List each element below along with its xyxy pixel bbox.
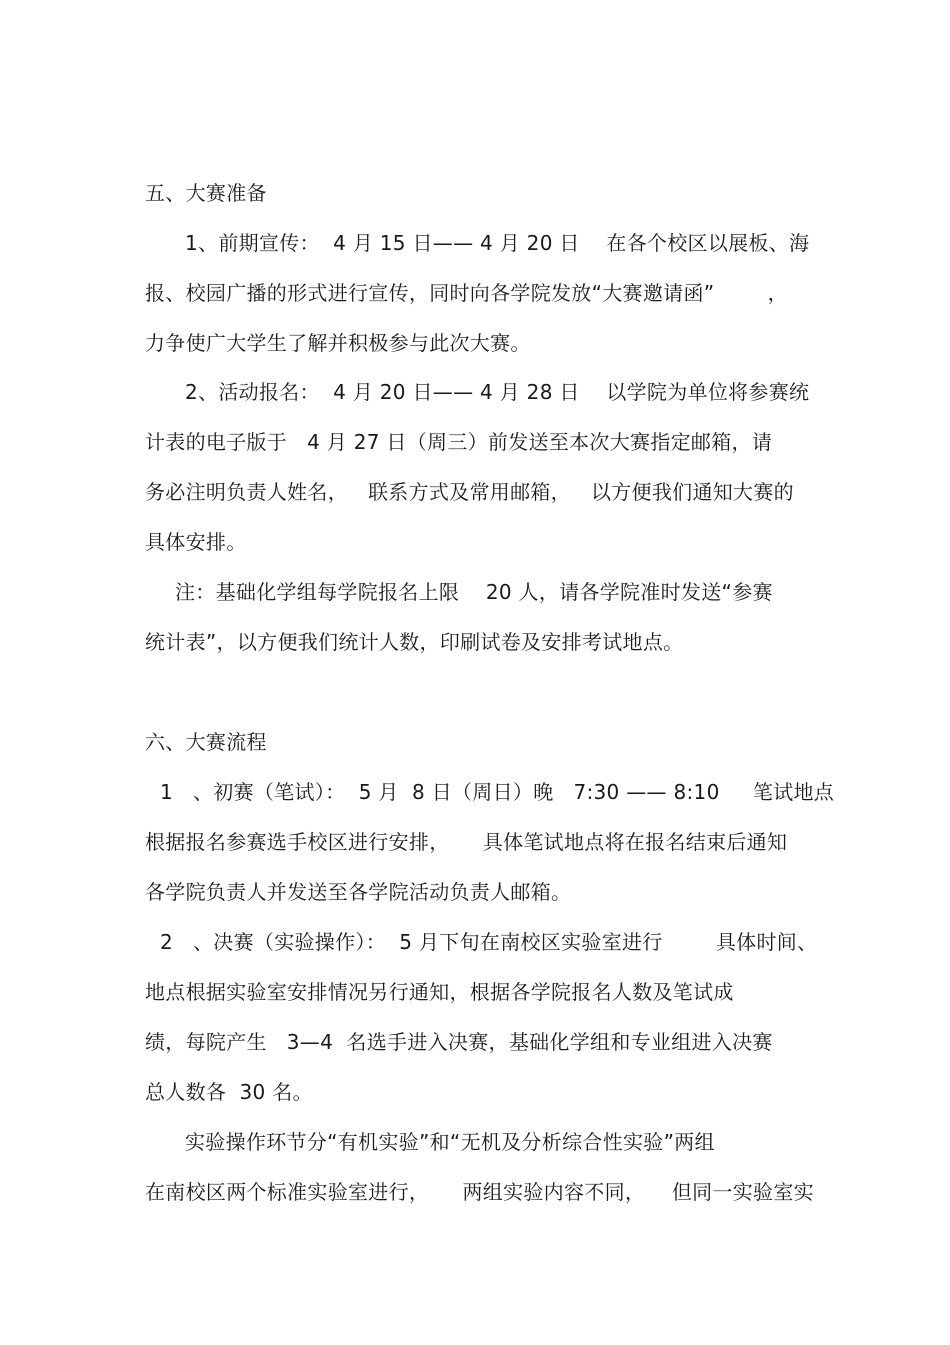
section-6-item-2-line-3: 绩，每院产生 3—4 名选手进入决赛，基础化学组和专业组进入决赛 xyxy=(145,1030,773,1054)
section-5-item-2-line-1: 2、活动报名： 4 月 20 日—— 4 月 28 日 以学院为单位将参赛统 xyxy=(185,380,810,404)
section-6-item-1-line-2: 根据报名参赛选手校区进行安排， 具体笔试地点将在报名结束后通知 xyxy=(145,830,788,854)
section-5-item-2-line-4: 具体安排。 xyxy=(145,530,247,554)
section-5-item-2-line-2: 计表的电子版于 4 月 27 日（周三）前发送至本次大赛指定邮箱，请 xyxy=(145,430,773,454)
section-6-item-2-line-2: 地点根据实验室安排情况另行通知，根据各学院报名人数及笔试成 xyxy=(145,980,734,1004)
section-5-note-line-1: 注：基础化学组每学院报名上限 20 人，请各学院准时发送“参赛 xyxy=(175,580,773,604)
section-5-item-1-line-1: 1、前期宣传： 4 月 15 日—— 4 月 20 日 在各个校区以展板、海 xyxy=(185,231,810,255)
section-6-para-3-line-2: 在南校区两个标准实验室进行， 两组实验内容不同， 但同一实验室实 xyxy=(145,1180,814,1204)
section-5-heading: 五、大赛准备 xyxy=(145,181,267,205)
section-6-para-3-line-1: 实验操作环节分“有机实验”和“无机及分析综合性实验”两组 xyxy=(185,1130,715,1154)
section-6-item-2-line-4: 总人数各 30 名。 xyxy=(145,1080,313,1104)
section-6-heading: 六、大赛流程 xyxy=(145,730,267,754)
section-5-item-1-line-3: 力争使广大学生了解并积极参与此次大赛。 xyxy=(145,331,531,355)
section-5-note-line-2: 统计表”，以方便我们统计人数，印刷试卷及安排考试地点。 xyxy=(145,630,684,654)
section-6-item-1-line-3: 各学院负责人并发送至各学院活动负责人邮箱。 xyxy=(145,880,572,904)
section-6-item-1-line-1: 1 、初赛（笔试）： 5 月 8 日（周日）晚 7:30 —— 8:10 笔试地点 xyxy=(160,780,835,804)
section-6-item-2-line-1: 2 、决赛（实验操作）： 5 月下旬在南校区实验室进行 具体时间、 xyxy=(160,930,818,954)
section-5-item-1-line-2: 报、校园广播的形式进行宣传，同时向各学院发放“大赛邀请函” ， xyxy=(145,281,788,305)
section-5-item-2-line-3: 务必注明负责人姓名， 联系方式及常用邮箱， 以方便我们通知大赛的 xyxy=(145,480,794,504)
